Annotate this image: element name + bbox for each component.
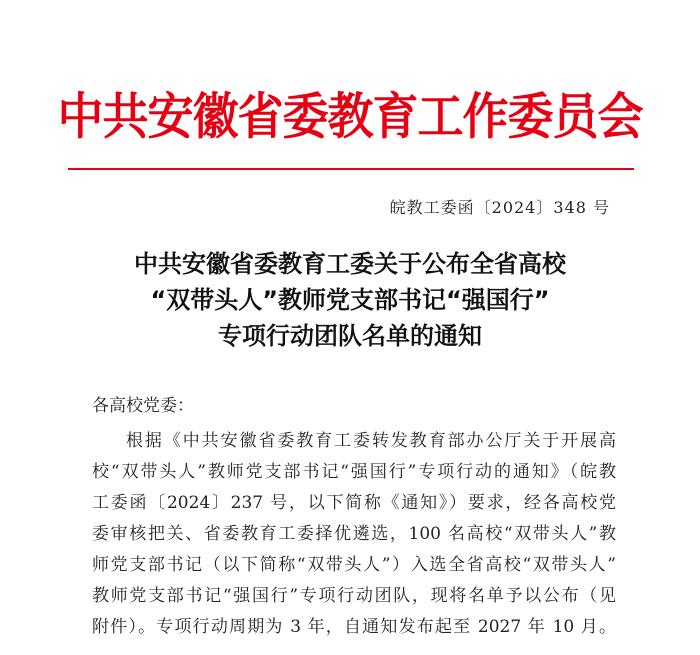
body-line-4: 委审核把关、省委教育工委择优遴选，100 名高校“双带头人”教: [92, 524, 616, 544]
body-paragraph: [92, 426, 616, 643]
red-separator-line: [68, 168, 634, 170]
body-line-3: 工委函〔2024〕237 号，以下简称《通知》）要求，经各高校党: [92, 493, 616, 513]
title-line-2: “双带头人”教师党支部书记“强国行”: [150, 286, 550, 314]
document-title: [0, 246, 700, 354]
body-line-7: 附件）。专项行动周期为 3 年，自通知发布起至 2027 年 10 月。: [92, 617, 616, 637]
title-line-1: 中共安徽省委教育工委关于公布全省高校: [134, 250, 566, 278]
body-line-2: 校“双带头人”教师党支部书记“强国行”专项行动的通知》（皖教: [92, 462, 616, 482]
issuing-organization-masthead: 中共安徽省委教育工作委员会: [57, 86, 643, 146]
body-line-1: 根据《中共安徽省委教育工委转发教育部办公厅关于开展高: [126, 431, 616, 451]
document-number: 皖教工委函〔2024〕348 号: [389, 198, 610, 217]
salutation: 各高校党委：: [92, 396, 194, 416]
title-line-3: 专项行动团队名单的通知: [218, 322, 482, 350]
body-line-6: 教师党支部书记“强国行”专项行动团队，现将名单予以公布（见: [92, 586, 616, 606]
body-line-5: 师党支部书记（以下简称“双带头人”）入选全省高校“双带头人”: [92, 555, 616, 575]
